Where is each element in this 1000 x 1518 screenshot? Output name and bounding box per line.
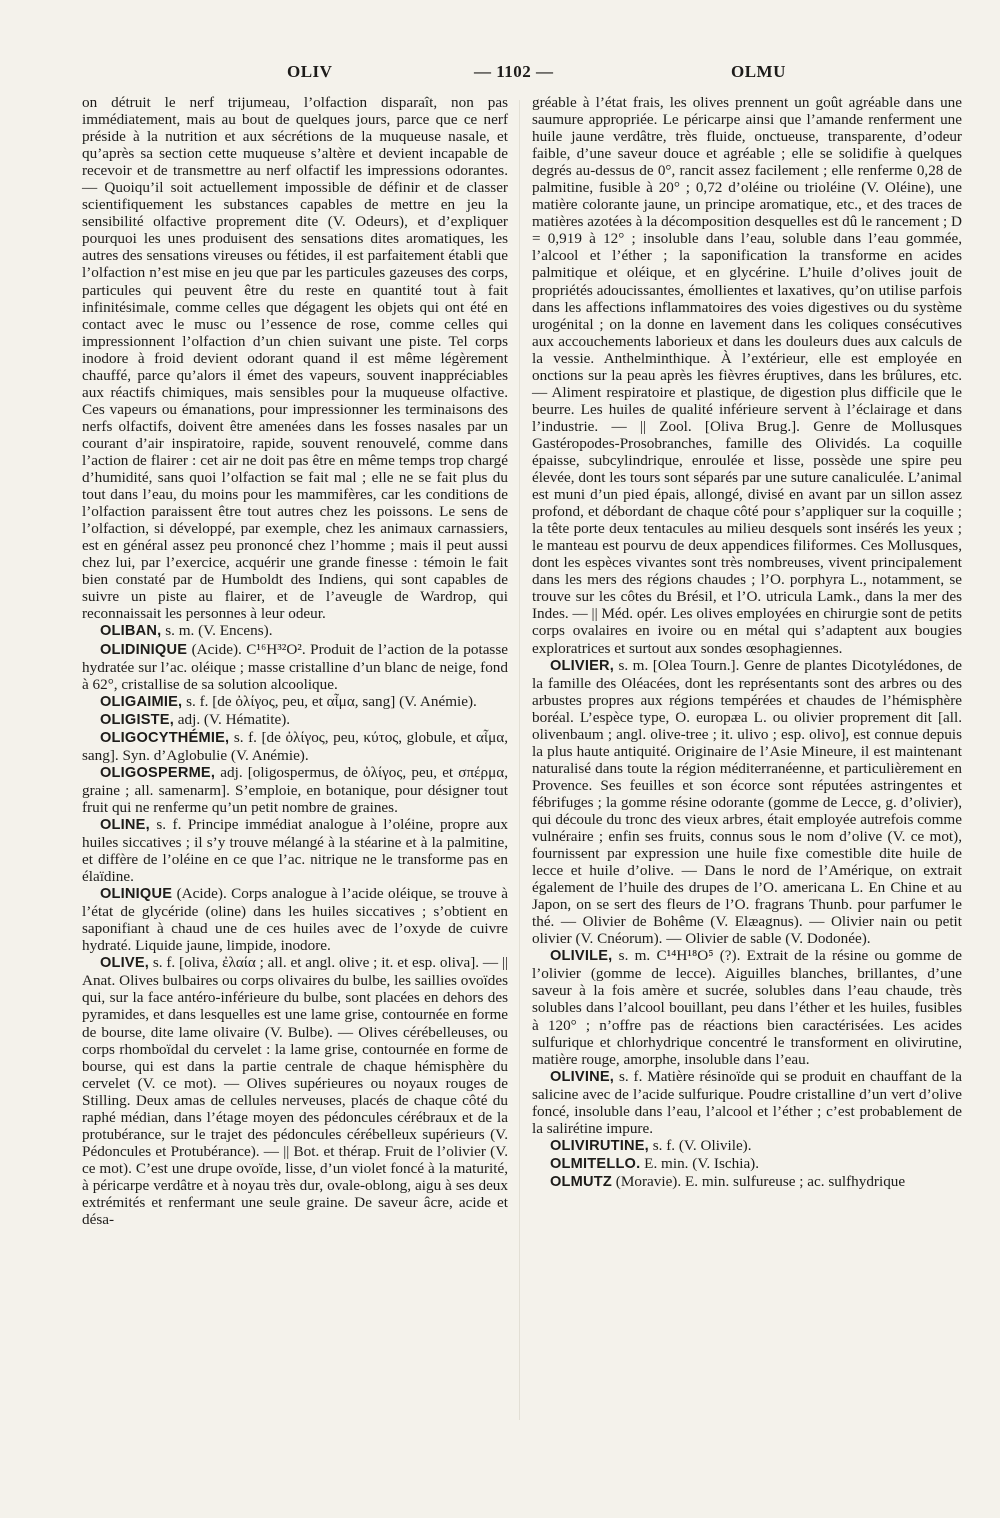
definition: E. min. (V. Ischia). bbox=[640, 1154, 760, 1172]
dictionary-entry bbox=[82, 711, 508, 729]
header-left-guide-word: OLIV bbox=[287, 62, 333, 81]
headword: OLINIQUE bbox=[100, 886, 173, 903]
headword: OLIGOCYTHÉMIE, bbox=[100, 729, 230, 746]
headword: OLIVILE, bbox=[550, 948, 613, 965]
headword: OLIGAIMIE, bbox=[100, 693, 183, 710]
headword: OLIVIER, bbox=[550, 657, 615, 674]
dictionary-entry bbox=[82, 729, 508, 764]
definition: s. f. [de ὀλίγος, peu, κύτος, globule, et αἷμα, sang]. Syn. d’Aglobulie (V. Anémie). bbox=[82, 728, 508, 764]
dictionary-entry bbox=[532, 1137, 962, 1155]
definition: s. f. (V. Olivile). bbox=[648, 1136, 752, 1154]
page-number: — 1102 — bbox=[474, 62, 554, 81]
column-gutter bbox=[519, 100, 520, 1420]
running-header bbox=[0, 62, 1000, 86]
dictionary-entry bbox=[532, 1173, 962, 1191]
headword: OLIBAN, bbox=[100, 623, 162, 640]
headword: OLIVINE, bbox=[550, 1068, 615, 1085]
entry-text: on détruit le nerf trijumeau, l’olfaction disparaît, non pas immédiatement, mais au bout de quelques jours, parce que ce nerf préside à la nutrition et aux sécrétions de la muqueuse nasale, et qu’après sa section cette muqueuse s’altère et devient incapable de recevoir et de transmettre au nerf olfactif les impressions odorantes. — Quoiqu’il soit actuellement impossible de définir et de classer scientifiquement les substances capables de mettre en jeu la sensibilité olfactive proprement dite (V. Odeurs), et d’expliquer pourquoi les unes produisent des sensations dites aromatiques, les autres des sensations vireuses ou fétides, il est parfaitement établi que l’olfaction n’est mise en jeu que par les particules gazeuses des corps, particules qui peuvent être du reste en quantité tout à fait infinitésimale, comme celles que dégagent les objets qui ont été en contact avec le musc ou l’essence de rose, comme celles qui impressionnent l’olfaction d’un chien suivant une piste. Tel corps inodore à froid devient odorant quand il est même légèrement chauffé, parce qu’alors il émet des vapeurs, souvent inappréciables aux réactifs chimiques, mais sensibles pour la muqueuse olfactive. Ces vapeurs ou émanations, pour impressionner les terminaisons des nerfs olfactifs, doivent être amenées dans les fosses nasales par un courant d’air inspiratoire, rapide, souvent renouvelé, comme dans l’action de flairer : cet air ne doit pas être en même temps trop chargé d’humidité, sans quoi l’olfaction se fait mal ; elle ne se fait plus du tout dans l’eau, du moins pour les mammifères, car les conditions de l’olfaction paraissent être tout autres chez les poissons. Le sens de l’olfaction, si développé, par exemple, chez les animaux carnassiers, est en général assez peu prononcé chez l’homme ; mais il peut aussi chez lui, par l’exercice, acquérir une grande finesse : témoin le fait bien constaté par de Humboldt des Indiens, qui sont capables de suivre un piste au flairer, et de l’aveugle de Wardrop, qui reconnaissait les personnes à leur odeur. bbox=[82, 94, 508, 623]
definition: (Acide). C¹⁶H³²O². Produit de l’action de la potasse hydratée sur l’ac. oléique ; masse cristalline d’un blanc de neige, fond à 62°, cristallise de sa solution alcoolique. bbox=[82, 640, 508, 693]
definition: s. f. Matière résinoïde qui se produit en chauffant de la salicine avec de l’acide sulfurique. Poudre cristalline d’un vert d’olive foncé, insoluble dans l’eau, l’alcool et l’éther ; c’est probablement de la salirétine impure. bbox=[532, 1067, 962, 1137]
dictionary-entry bbox=[82, 693, 508, 711]
headword: OLIVIRUTINE, bbox=[550, 1137, 649, 1154]
definition: s. f. [de ὀλίγος, peu, et αἷμα, sang] (V. Anémie). bbox=[182, 692, 477, 710]
dictionary-entry bbox=[532, 947, 962, 1067]
right-column bbox=[532, 94, 962, 1191]
headword: OLIGOSPERME, bbox=[100, 764, 216, 781]
definition: s. f. [oliva, ἐλαία ; all. et angl. olive ; it. et esp. oliva]. — || Anat. Olives bulbaires ou corps olivaires du bulbe, les saillies ovoïdes qui, sur la face antéro-inférieure du bulbe, sont placées en dehors des pyramides, et dans lesquelles est une lame grise, contournée en forme de bourse, dite lame olivaire (V. Bulbe). — Olives cérébelleuses, ou corps rhomboïdal du cervelet : la lame grise, contournée en forme de bourse, qui est dans la partie centrale de chaque hémisphère du cervelet (V. ce mot). — Olives supérieures ou noyaux rouges de Stilling. Deux amas de cellules nerveuses, placés de chaque côté du raphé médian, dans l’étage moyen des pédoncules cérébraux et de la protubérance, sur le trajet des pédoncules cérébelleux supérieurs (V. Pédoncules et Protubérance). — || Bot. et thérap. Fruit de l’olivier (V. ce mot). C’est une drupe ovoïde, lisse, d’un violet foncé à la maturité, à péricarpe verdâtre et à noyau très dur, ovale-oblong, aigu à ses deux extrémités et renfermant une seule graine. De saveur âcre, acide et désa- bbox=[82, 954, 509, 1229]
headword: OLMITELLO. bbox=[550, 1155, 641, 1172]
definition: s. m. C¹⁴H¹⁸O⁵ (?). Extrait de la résine ou gomme de l’olivier (gomme de lecce). Aiguilles blanches, brillantes, d’une saveur à la fois amère et sucrée, solubles dans l’eau chaude, très solubles dans l’alcool bouillant, peu dans l’éther et les huiles, fusibles à 120° ; n’offre pas de réactions bien caractérisées. Les acides sulfurique et chlorhydrique concentré le transforment en olivirutine, matière rouge, amorphe, insoluble dans l’eau. bbox=[532, 947, 962, 1068]
definition: (Moravie). E. min. sulfureuse ; ac. sulfhydrique bbox=[612, 1172, 906, 1190]
header-right-guide-word: OLMU bbox=[731, 62, 786, 81]
definition: s. m. (V. Encens). bbox=[161, 622, 273, 640]
dictionary-entry bbox=[82, 816, 508, 885]
headword: OLIGISTE, bbox=[100, 711, 174, 728]
left-column bbox=[82, 94, 508, 1228]
dictionary-entry bbox=[82, 764, 508, 816]
dictionary-entry bbox=[82, 885, 508, 954]
headword: OLMUTZ bbox=[550, 1173, 612, 1190]
dictionary-entry bbox=[532, 657, 962, 948]
definition: adj. [oligospermus, de ὀλίγος, peu, et σπέρμα, graine ; all. samenarm]. S’emploie, en botanique, pour désigner tout fruit qui ne renferme qu’un petit nombre de graines. bbox=[82, 763, 508, 816]
definition: s. f. Principe immédiat analogue à l’oléine, propre aux huiles siccatives ; il s’y trouve mélangé à la stéarine et à la palmitine, et diffère de l’oléine en ce que l’ac. nitrique ne le transforme pas en élaïdine. bbox=[82, 815, 508, 886]
headword: OLINE, bbox=[100, 816, 150, 833]
definition: adj. (V. Hématite). bbox=[173, 710, 291, 728]
dictionary-entry bbox=[532, 1068, 962, 1137]
definition: (Acide). Corps analogue à l’acide oléique, se trouve à l’état de glycéride (oline) dans les huiles siccatives ; s’obtient en saponifiant à chaud une de ces huiles avec de l’oxyde de cuivre hydraté. Liquide jaune, limpide, inodore. bbox=[82, 885, 508, 955]
entry-text: gréable à l’état frais, les olives prennent un goût agréable dans une saumure appropriée. Le péricarpe ainsi que l’amande renferment une huile jaune verdâtre, très fluide, onctueuse, transparente, d’odeur faible, d’une saveur douce et agréable ; elle se solidifie à quelques degrés au-dessus de 0°, rancit assez facilement ; elle renferme 0,28 de palmitine, fusible à 20° ; 0,72 d’oléine ou trioléine (V. Oléine), une matière colorante jaune, un principe aromatique, etc., et des traces de matières azotées à la décomposition desquelles est dû le rancement ; D = 0,919 à 12° ; insoluble dans l’eau, soluble dans l’eau gommée, l’alcool et l’éther ; la saponification la transforme en acides palmitique et oléique, et en glycérine. L’huile d’olives jouit de propriétés adoucissantes, émollientes et laxatives, qu’on utilise parfois dans les affections inflammatoires des voies digestives ou du système urogénital ; on la donne en lavement dans les coliques consécutives aux accouchements laborieux et dans les douleurs dues aux calculs de la vessie. Anthelminthique. À l’extérieur, elle est employée en onctions sur la peau après les fièvres éruptives, dans les brûlures, etc. — Aliment respiratoire et plastique, de digestion plus difficile que le beurre. Les huiles de qualité inférieure servent à l’éclairage et dans l’industrie. — || Zool. [Oliva Brug.]. Genre de Mollusques Gastéropodes-Prosobranches, famille des Olividés. La coquille épaisse, subcylindrique, enroulée et lisse, possède une spire peu élevée, dont les tours sont séparés par une suture canaliculée. L’animal est muni d’un pied épais, allongé, divisé en avant par un sillon assez profond, et débordant de chaque côté pour s’appliquer sur la coquille ; la tête porte deux tentacules au milieu desquels sont insérés les yeux ; le manteau est pourvu de deux appendices filiformes. Ces Mollusques, dont les espèces vivantes sont très nombreuses, vivent principalement dans les mers des régions chaudes ; l’O. porphyra L., notamment, se trouve sur les côtes du Brésil, et l’O. utricula Lamk., dans la mer des Indes. — || Méd. opér. Les olives employées en chirurgie sont de petits corps ovalaires en ivoire ou en métal qui s’adaptent aux bougies exploratrices et surtout aux sondes œsophagiennes. bbox=[532, 94, 962, 657]
headword: OLIDINIQUE bbox=[100, 641, 188, 658]
dictionary-entry bbox=[82, 954, 508, 1228]
dictionary-entry bbox=[532, 1155, 962, 1173]
headword: OLIVE, bbox=[100, 955, 150, 972]
definition: s. m. [Olea Tourn.]. Genre de plantes Dicotylédones, de la famille des Oléacées, dont les représentants sont des arbres ou des arbustes propres aux régions tempérées et chaudes de l’hémisphère boréal. L’espèce type, O. europæa L. ou olivier proprement dit [all. olivenbaum ; angl. olive-tree ; it. ulivo ; esp. olivo], est connue depuis la plus haute antiquité. Originaire de l’Asie Mineure, il est maintenant naturalisé dans toute la région méditerranéenne, et particulièrement en Provence. Ses feuilles et son écorce sont réputées astringentes et fébrifuges ; la gomme résine odorante (gomme de Lecce, g. d’olivier), qui découle du tronc des vieux arbres, était employée autrefois comme vulnéraire ; enfin ses fruits, connus sous le nom d’olive (V. ce mot), fournissent par expression une huile fixe comestible dite huile de lecce et huile d’olive. — Dans le nord de l’Amérique, on extrait également de l’huile des drupes de l’O. americana L. En Chine et au Japon, on se sert des fleurs de l’O. fragrans Thunb. pour parfumer le thé. — Olivier de Bohême (V. Elæagnus). — Olivier nain ou petit olivier (V. Cnéorum). — Olivier de sable (V. Dodonée). bbox=[532, 656, 962, 948]
dictionary-entry bbox=[82, 622, 508, 640]
dictionary-entry bbox=[82, 641, 508, 693]
